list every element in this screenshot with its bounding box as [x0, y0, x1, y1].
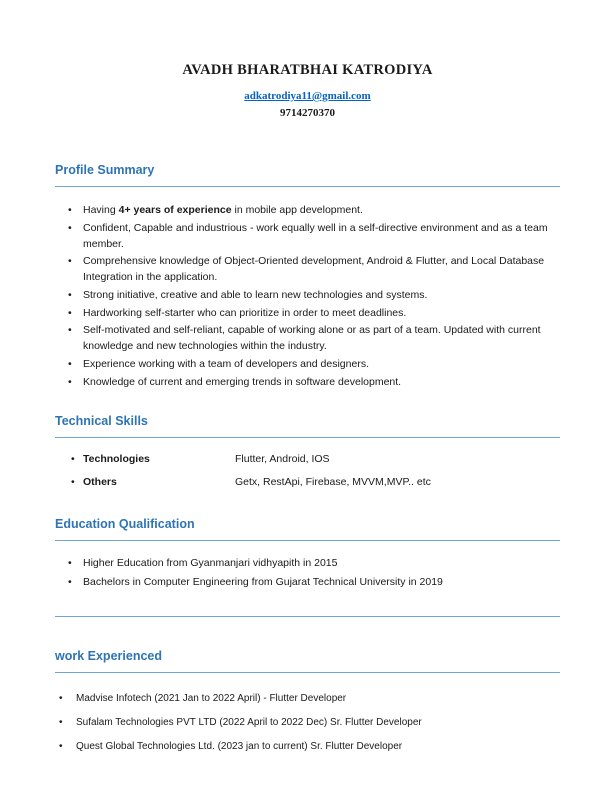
profile-bullet: • Knowledge of current and emerging trends in software development. — [68, 375, 560, 391]
skill-label: • Others — [83, 476, 117, 488]
section-technical-skills — [55, 414, 560, 491]
section-profile-summary — [55, 163, 560, 390]
work-experience-title: work Experienced — [55, 649, 162, 664]
profile-bullet: • Self-motivated and self-reliant, capable of working alone or as part of a team. Updated with current knowledge and new technologies within the industry. — [68, 323, 560, 355]
email-row — [55, 86, 560, 107]
education-bottom-divider — [55, 616, 560, 617]
email-link[interactable]: adkatrodiya11@gmail.com — [244, 90, 371, 102]
profile-bullet — [68, 203, 560, 219]
skills-list — [71, 452, 560, 491]
profile-bullet-list — [68, 203, 560, 390]
education-title: Education Qualification — [55, 516, 195, 531]
skill-value: Flutter, Android, IOS — [235, 453, 330, 466]
profile-bullet-text-pre: Having — [83, 204, 119, 216]
candidate-name: AVADH BHARATBHAI KATRODIYA — [182, 62, 433, 78]
experience-bullet: • Madvise Infotech (2021 Jan to 2022 April) - Flutter Developer — [59, 691, 560, 706]
education-rule — [55, 540, 560, 541]
profile-bullet-text-post: in mobile app development. — [231, 204, 363, 216]
profile-bullet: • Comprehensive knowledge of Object-Oriented development, Android & Flutter, and Local Database Integration in the application. — [68, 254, 560, 286]
profile-bullet: • Hardworking self-starter who can prioritize in order to meet deadlines. — [68, 306, 560, 322]
skill-value: Getx, RestApi, Firebase, MVVM,MVP.. etc — [235, 476, 431, 488]
section-work-experience — [55, 649, 560, 754]
profile-bullet-text-bold: 4+ years of experience — [118, 204, 232, 216]
skill-row — [71, 452, 560, 468]
section-education — [55, 517, 560, 618]
profile-bullet: • Strong initiative, creative and able to learn new technologies and systems. — [68, 288, 560, 304]
skill-label: • Technologies — [83, 453, 150, 466]
technical-skills-title: Technical Skills — [55, 414, 148, 429]
profile-summary-rule — [55, 186, 560, 187]
education-bullet-list — [68, 556, 560, 591]
work-experience-rule — [55, 672, 560, 673]
resume-header — [55, 62, 560, 119]
phone-number: 9714270370 — [280, 107, 335, 119]
skill-row — [71, 475, 560, 491]
profile-bullet: • Confident, Capable and industrious - work equally well in a self-directive environment and as a team member. — [68, 221, 560, 253]
profile-bullet: • Experience working with a team of developers and designers. — [68, 357, 560, 373]
experience-bullet: • Quest Global Technologies Ltd. (2023 jan to current) Sr. Flutter Developer — [59, 739, 560, 754]
profile-summary-title: Profile Summary — [55, 163, 155, 177]
technical-skills-rule — [55, 437, 560, 438]
experience-bullet-list — [59, 691, 560, 754]
education-bullet: • Higher Education from Gyanmanjari vidhyapith in 2015 — [68, 556, 560, 572]
education-bullet: • Bachelors in Computer Engineering from Gujarat Technical University in 2019 — [68, 575, 560, 591]
experience-bullet: • Sufalam Technologies PVT LTD (2022 April to 2022 Dec) Sr. Flutter Developer — [59, 715, 560, 730]
